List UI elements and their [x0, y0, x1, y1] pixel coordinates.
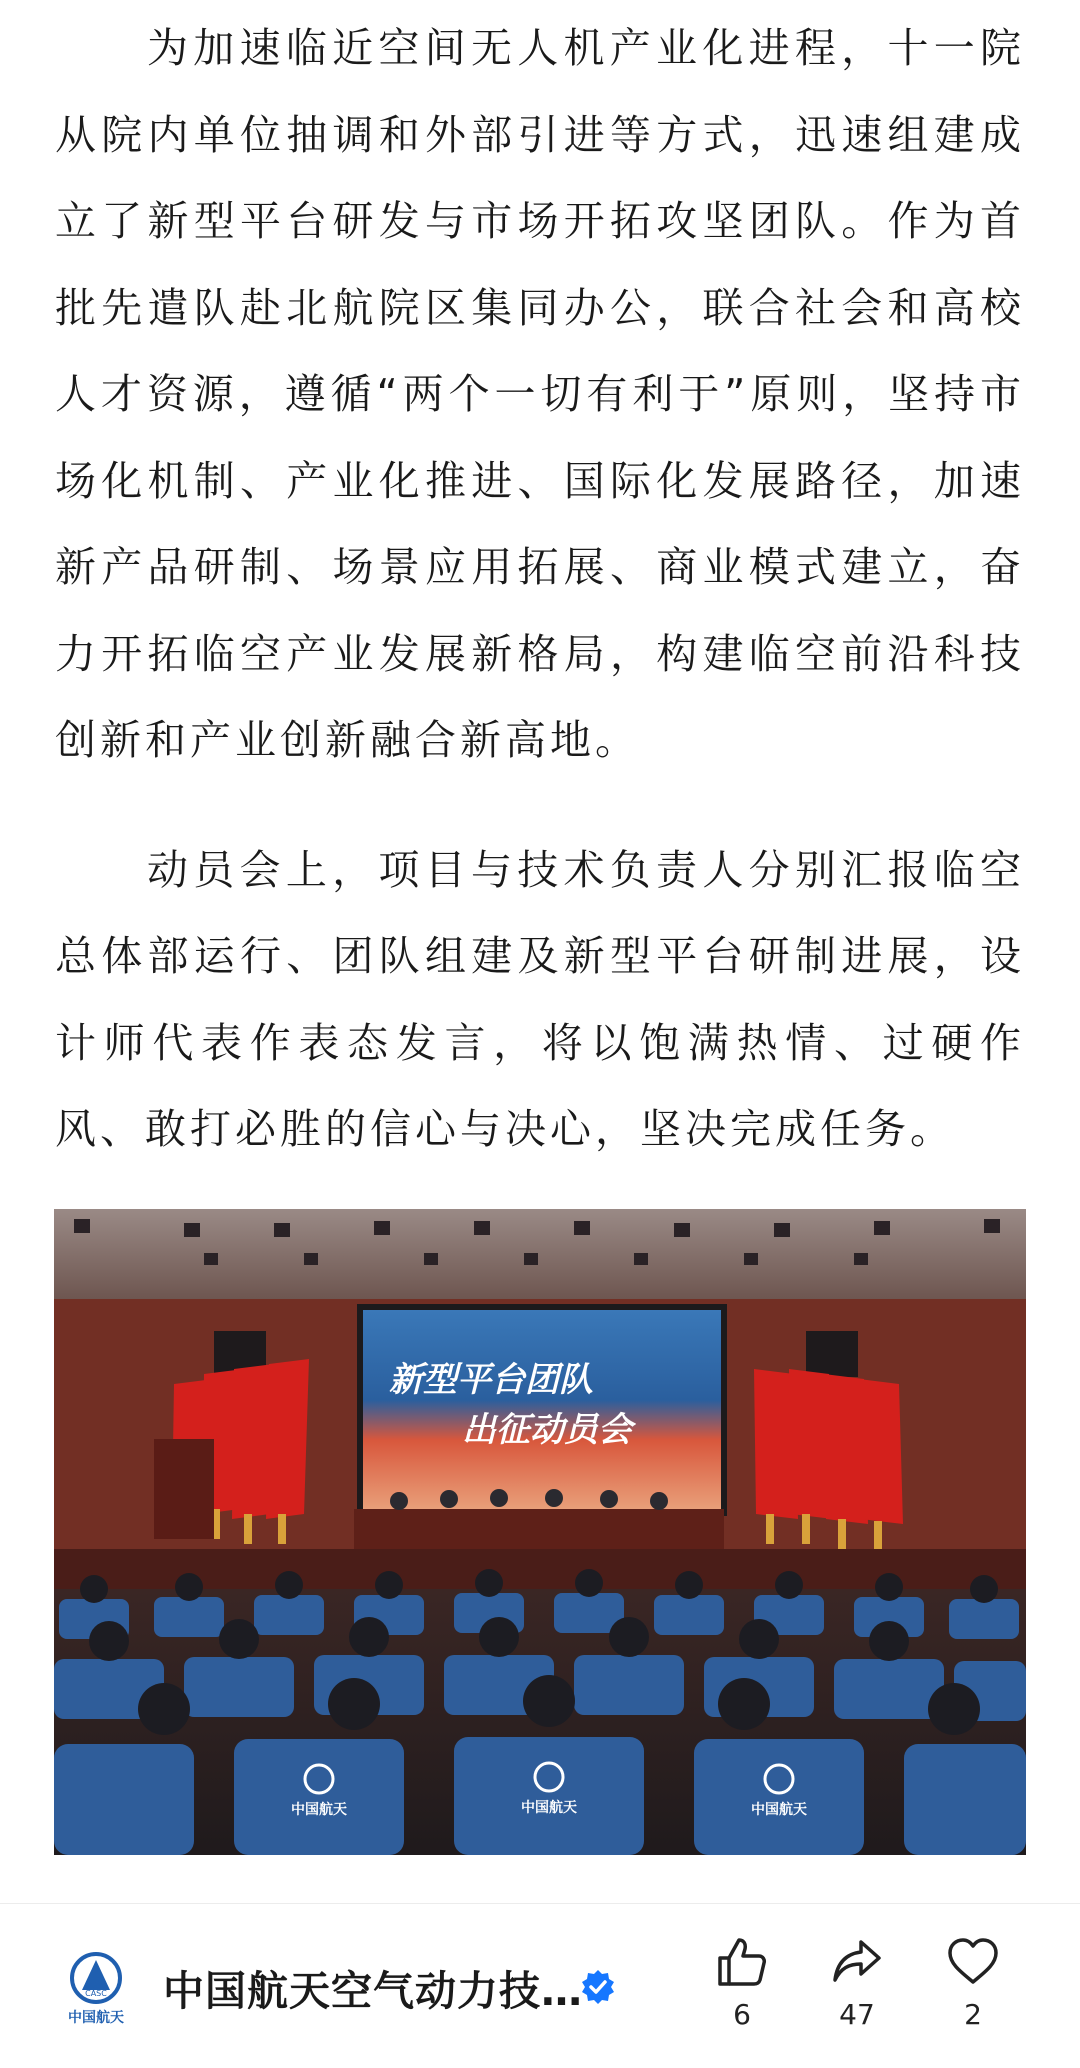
- share-arrow-icon: [829, 1934, 885, 1990]
- account-name[interactable]: 中国航天空气动力技…: [163, 1967, 583, 2015]
- seat-logo-text: 中国航天: [751, 1802, 807, 1818]
- like-count: 6: [733, 1998, 751, 2031]
- share-button[interactable]: [812, 1934, 902, 2031]
- article-photo[interactable]: [54, 1209, 1026, 1855]
- screen-title-line2: 出征动员会: [462, 1410, 632, 1450]
- favorite-count: 2: [964, 1998, 982, 2031]
- verified-badge-icon: [580, 1969, 616, 2005]
- seat-logo-text: 中国航天: [291, 1802, 347, 1818]
- favorite-button[interactable]: [928, 1934, 1018, 2031]
- seat-logo-text: 中国航天: [521, 1800, 577, 1816]
- account-logo[interactable]: [60, 1948, 132, 2028]
- share-count: 47: [839, 1998, 875, 2031]
- logo-text: 中国航天: [68, 2010, 124, 2026]
- logo-emblem-text: CASC: [85, 1989, 107, 1998]
- bottom-action-bar: [0, 1903, 1080, 2068]
- article-paragraph: 动员会上，项目与技术负责人分别汇报临空总体部运行、团队组建及新型平台研制进展，设计师代表作表态发言，将以饱满热情、过硬作风、敢打必胜的信心与决心，坚决完成任务。: [55, 845, 1025, 1153]
- heart-icon: [945, 1934, 1001, 1990]
- article-paragraph: 为加速临近空间无人机产业化进程，十一院从院内单位抽调和外部引进等方式，迅速组建成立了新型平台研发与市场开拓攻坚团队。作为首批先遣队赴北航院区集同办公，联合社会和高校人才资源，遵循“两个一切有利于”原则，坚持市场化机制、产业化推进、国际化发展路径，加速新产品研制、场景应用拓展、商业模式建立，奋力开拓临空产业发展新格局，构建临空前沿科技创新和产业创新融合新高地。: [55, 24, 1025, 764]
- screen-title-line1: 新型平台团队: [389, 1360, 593, 1400]
- article-body: [55, 0, 1025, 1173]
- thumbs-up-icon: [714, 1934, 770, 1990]
- like-button[interactable]: [697, 1934, 787, 2031]
